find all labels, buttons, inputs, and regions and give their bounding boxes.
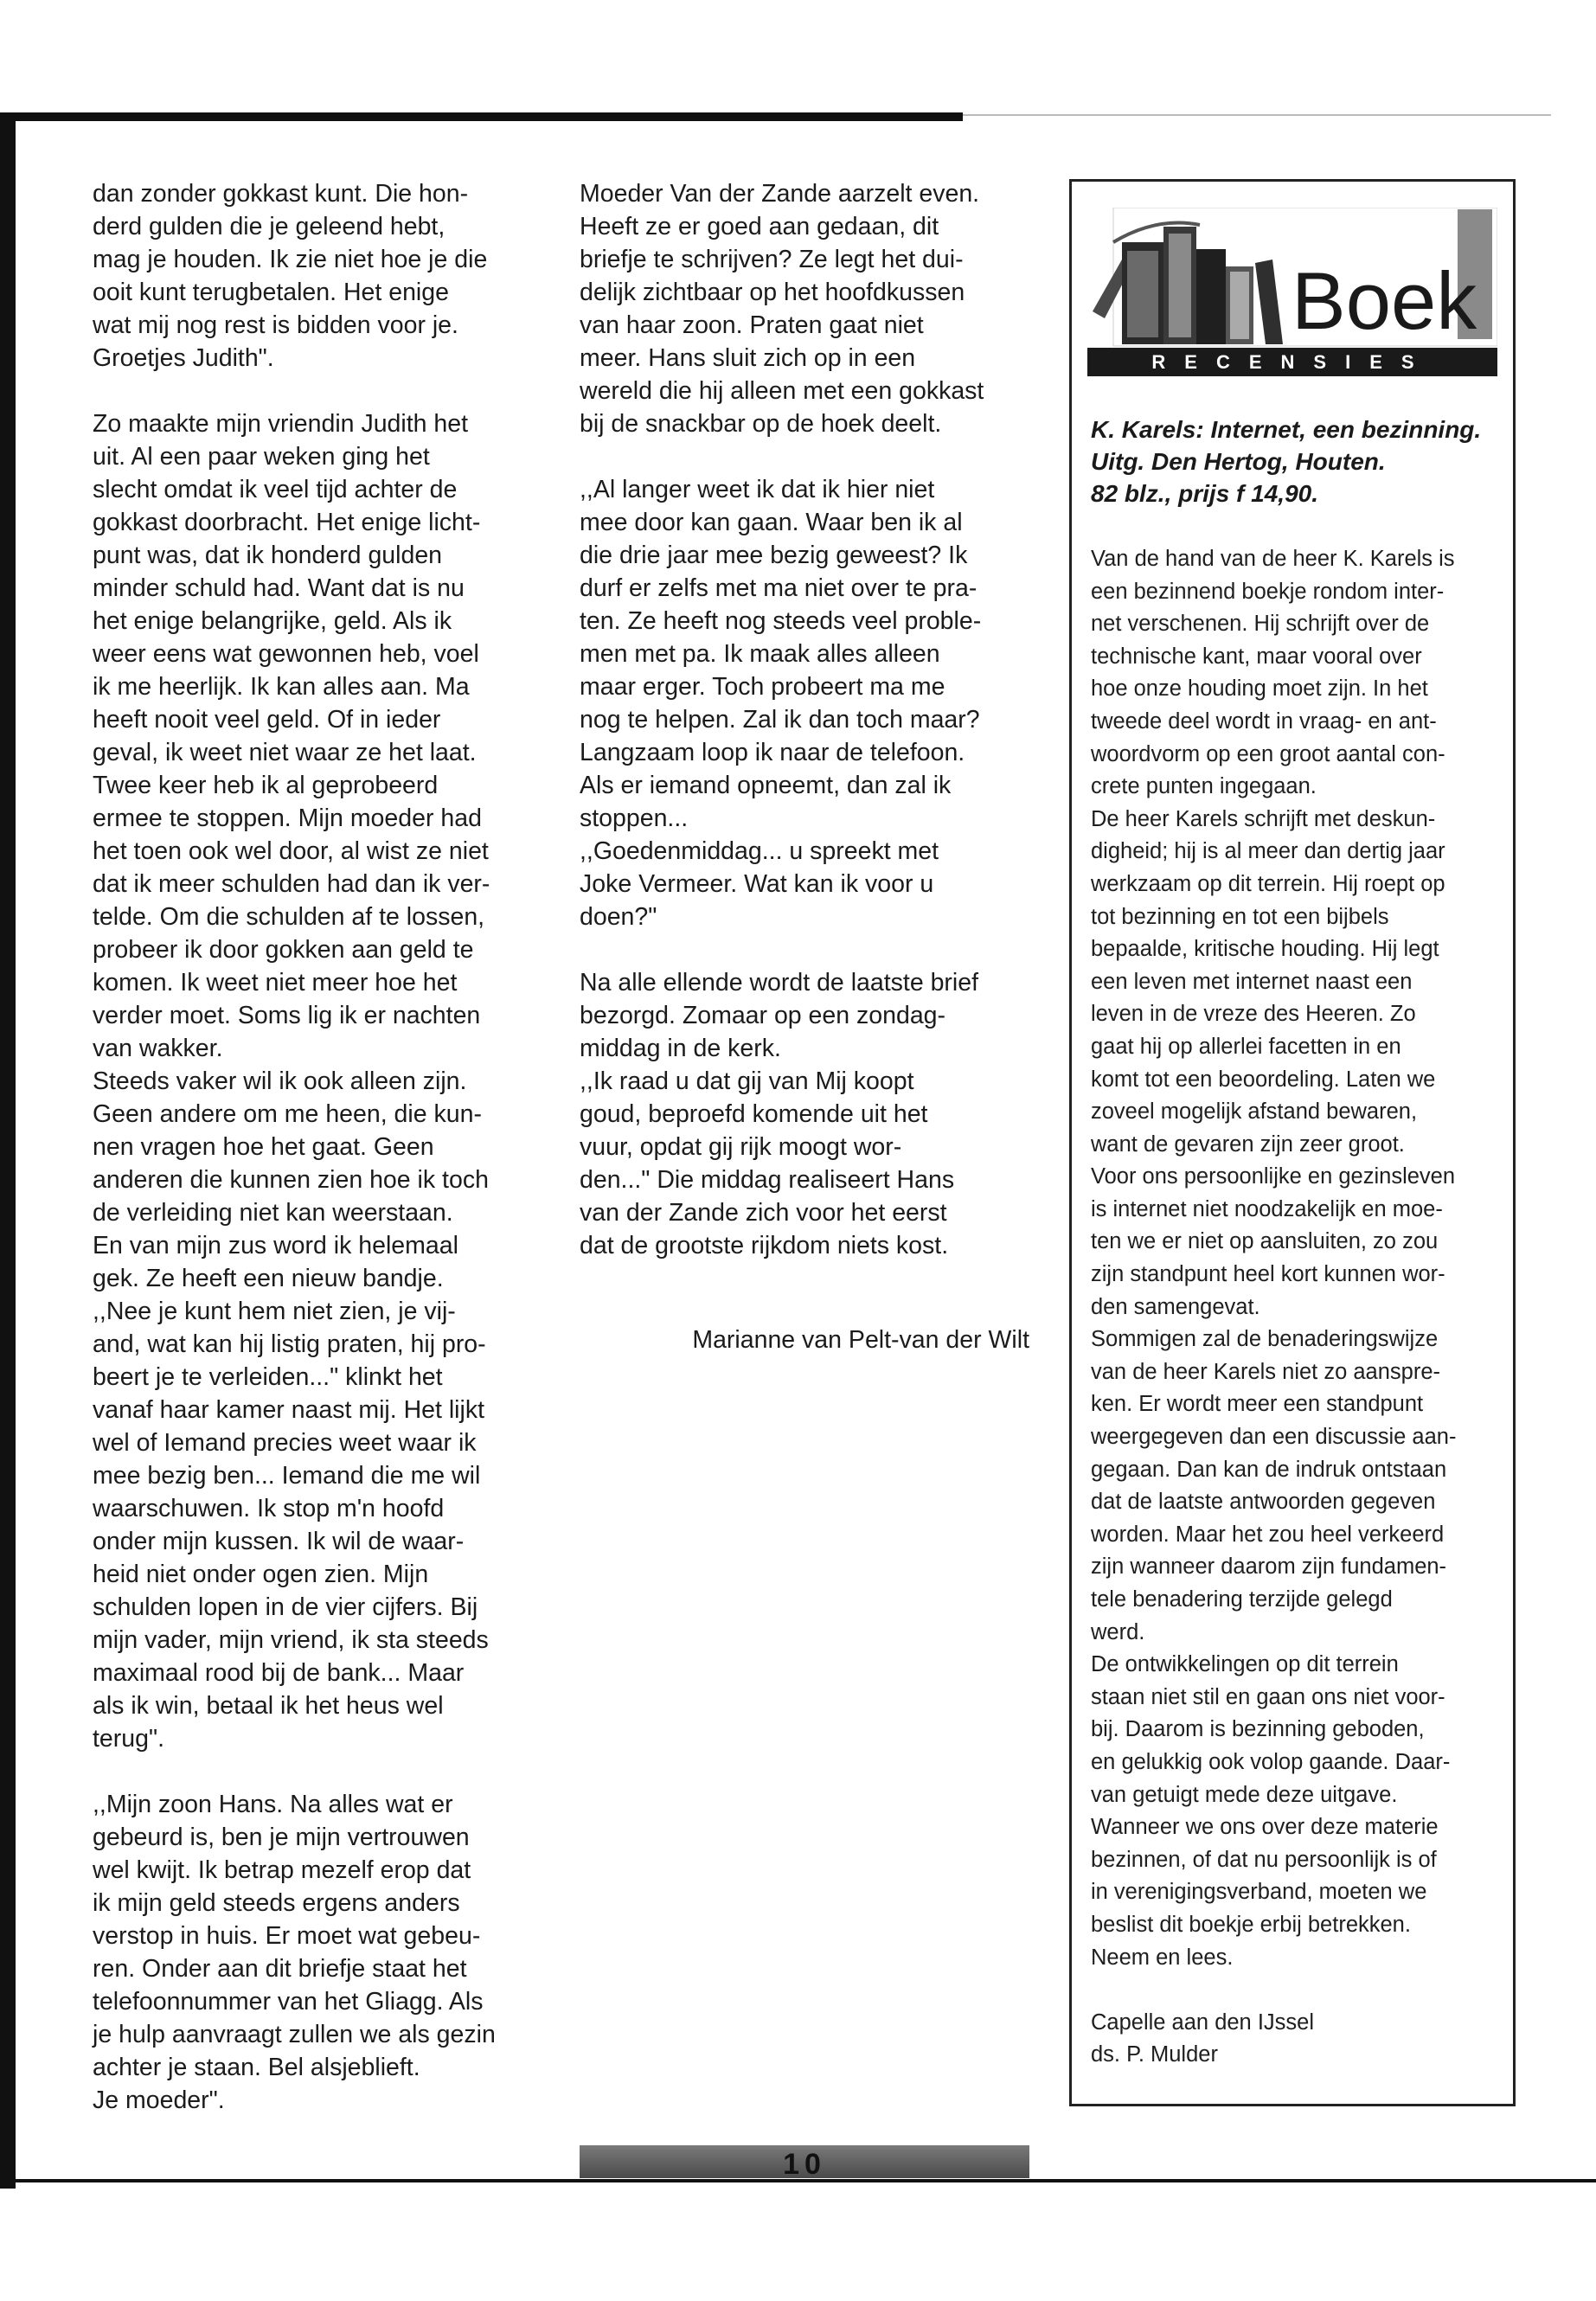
top-rule-thin: [963, 114, 1551, 116]
text-line: ik mijn geld steeds ergens anders: [93, 1889, 460, 1917]
text-line: minder schuld had. Want dat is nu: [93, 574, 465, 602]
text-line: staan niet stil en gaan ons niet voor-: [1091, 1684, 1445, 1709]
paragraph: [1091, 2007, 1497, 2072]
text-line: Voor ons persoonlijke en gezinsleven: [1091, 1164, 1456, 1189]
text-line: Sommigen zal de benaderingswijze: [1091, 1327, 1439, 1352]
text-line: wel of Iemand precies weet waar ik: [93, 1429, 477, 1457]
text-line: De heer Karels schrijft met deskun-: [1091, 806, 1436, 831]
text-line: mijn vader, mijn vriend, ik sta steeds: [93, 1626, 489, 1654]
text-line: den samengevat.: [1091, 1294, 1260, 1319]
text-line: vuur, opdat gij rijk moogt wor-: [580, 1133, 902, 1161]
text-line: Twee keer heb ik al geprobeerd: [93, 772, 439, 799]
text-line: goud, beproefd komende uit het: [580, 1100, 928, 1128]
text-line: ds. P. Mulder: [1091, 2042, 1218, 2067]
text-line: doen?": [580, 903, 657, 931]
text-line: en gelukkig ook volop gaande. Daar-: [1091, 1749, 1451, 1774]
paragraph: [93, 1788, 560, 2117]
text-line: Moeder Van der Zande aarzelt even.: [580, 180, 980, 208]
text-line: tele benadering terzijde gelegd: [1091, 1587, 1393, 1612]
text-line: een leven met internet naast een: [1091, 969, 1413, 994]
review-heading-line: Uitg. Den Hertog, Houten.: [1091, 448, 1386, 475]
text-line: ,,Goedenmiddag... u spreekt met: [580, 837, 939, 865]
text-line: net verschenen. Hij schrijft over de: [1091, 612, 1430, 637]
text-line: komen. Ik weet niet meer hoe het: [93, 969, 458, 997]
text-line: dat de laatste antwoorden gegeven: [1091, 1490, 1436, 1515]
text-line: want de gevaren zijn zeer groot.: [1091, 1131, 1405, 1157]
paragraph: [93, 407, 560, 1755]
text-line: mee door kan gaan. Waar ben ik al: [580, 509, 963, 536]
text-line: nog te helpen. Zal ik dan toch maar?: [580, 706, 980, 734]
logo-subtitle: RECENSIES: [1151, 351, 1433, 373]
text-line: leven in de vreze des Heeren. Zo: [1091, 1002, 1416, 1027]
text-line: is internet niet noodzakelijk en moe-: [1091, 1196, 1443, 1221]
text-line: derd gulden die je geleend hebt,: [93, 213, 445, 240]
text-line: men met pa. Ik maak alles alleen: [580, 640, 940, 668]
text-line: onder mijn kussen. Ik wil de waar-: [93, 1528, 465, 1555]
text-line: in verenigingsverband, moeten we: [1091, 1880, 1427, 1905]
logo-word: Boek: [1292, 255, 1477, 346]
top-rule: [16, 112, 963, 121]
text-line: En van mijn zus word ik helemaal: [93, 1232, 458, 1259]
text-line: probeer ik door gokken aan geld te: [93, 936, 474, 964]
text-line: and, wat kan hij listig praten, hij pro-: [93, 1330, 486, 1358]
text-line: weer eens wat gewonnen heb, voel: [93, 640, 479, 668]
article-column-1: [93, 177, 560, 2117]
text-line: bepaalde, kritische houding. Hij legt: [1091, 937, 1439, 962]
paragraph: [580, 177, 1042, 440]
text-line: van haar zoon. Praten gaat niet: [580, 311, 924, 339]
text-line: maximaal rood bij de bank... Maar: [93, 1659, 465, 1687]
text-line: anderen die kunnen zien hoe ik toch: [93, 1166, 489, 1194]
page-number-bar: [580, 2145, 1029, 2178]
text-line: heid niet onder ogen zien. Mijn: [93, 1561, 429, 1588]
text-line: slecht omdat ik veel tijd achter de: [93, 476, 458, 503]
text-line: ken. Er wordt meer een standpunt: [1091, 1392, 1424, 1417]
text-line: meer. Hans sluit zich op in een: [580, 344, 916, 372]
text-line: woordvorm op een groot aantal con-: [1091, 741, 1445, 766]
text-line: ,,Mijn zoon Hans. Na alles wat er: [93, 1791, 453, 1818]
text-line: uit. Al een paar weken ging het: [93, 443, 430, 471]
text-line: ten. Ze heeft nog steeds veel proble-: [580, 607, 982, 635]
text-line: die drie jaar mee bezig geweest? Ik: [580, 542, 968, 569]
text-line: wereld die hij alleen met een gokkast: [580, 377, 984, 405]
review-heading-line: K. Karels: Internet, een bezinning.: [1091, 416, 1482, 443]
text-line: De ontwikkelingen op dit terrein: [1091, 1652, 1399, 1677]
text-line: verstop in huis. Er moet wat gebeu-: [93, 1922, 481, 1950]
text-line: ,,Nee je kunt hem niet zien, je vij-: [93, 1298, 456, 1325]
text-line: briefje te schrijven? Ze legt het dui-: [580, 246, 964, 273]
text-line: telefoonnummer van het Gliagg. Als: [93, 1988, 484, 2016]
text-line: weergegeven dan een discussie aan-: [1091, 1425, 1457, 1450]
article-column-2: [580, 177, 1042, 1262]
text-line: Langzaam loop ik naar de telefoon.: [580, 739, 965, 766]
review-heading: [1091, 413, 1497, 510]
text-line: Na alle ellende wordt de laatste brief: [580, 969, 979, 997]
text-line: werd.: [1091, 1619, 1145, 1644]
text-line: verder moet. Soms lig ik er nachten: [93, 1002, 481, 1029]
text-line: beert je te verleiden..." klinkt het: [93, 1363, 443, 1391]
text-line: Joke Vermeer. Wat kan ik voor u: [580, 870, 934, 898]
text-line: wel kwijt. Ik betrap mezelf erop dat: [93, 1856, 471, 1884]
text-line: Heeft ze er goed aan gedaan, dit: [580, 213, 939, 240]
text-line: Groetjes Judith".: [93, 344, 274, 372]
text-line: van der Zande zich voor het eerst: [580, 1199, 947, 1227]
paragraph: [1091, 543, 1497, 1974]
text-line: Steeds vaker wil ik ook alleen zijn.: [93, 1067, 467, 1095]
page-number: 10: [783, 2148, 826, 2178]
scan-edge-left: [0, 112, 16, 2189]
text-line: wat mij nog rest is bidden voor je.: [93, 311, 458, 339]
text-line: van getuigt mede deze uitgave.: [1091, 1782, 1398, 1807]
text-line: ermee te stoppen. Mijn moeder had: [93, 804, 482, 832]
text-line: Capelle aan den IJssel: [1091, 2009, 1315, 2035]
text-line: gegaan. Dan kan de indruk ontstaan: [1091, 1457, 1447, 1482]
text-line: van wakker.: [93, 1035, 223, 1062]
text-line: technische kant, maar vooral over: [1091, 644, 1422, 669]
text-line: Zo maakte mijn vriendin Judith het: [93, 410, 469, 438]
text-line: komt tot een beoordeling. Laten we: [1091, 1067, 1436, 1092]
text-line: ,,Ik raad u dat gij van Mij koopt: [580, 1067, 914, 1095]
text-line: geval, ik weet niet waar ze het laat.: [93, 739, 477, 766]
text-line: van de heer Karels niet zo aanspre-: [1091, 1359, 1440, 1384]
bottom-rule: [16, 2179, 1596, 2182]
text-line: de verleiding niet kan weerstaan.: [93, 1199, 453, 1227]
text-line: hoe onze houding moet zijn. In het: [1091, 676, 1428, 702]
text-line: gebeurd is, ben je mijn vertrouwen: [93, 1823, 470, 1851]
text-line: Neem en lees.: [1091, 1945, 1234, 1970]
text-line: maar erger. Toch probeert ma me: [580, 673, 945, 701]
text-line: zijn standpunt heel kort kunnen wor-: [1091, 1262, 1445, 1287]
text-line: dat ik meer schulden had dan ik ver-: [93, 870, 490, 898]
text-line: ik me heerlijk. Ik kan alles aan. Ma: [93, 673, 470, 701]
review-heading-line: 82 blz., prijs f 14,90.: [1091, 480, 1319, 507]
text-line: punt was, dat ik honderd gulden: [93, 542, 443, 569]
text-line: den..." Die middag realiseert Hans: [580, 1166, 955, 1194]
text-line: ren. Onder aan dit briefje staat het: [93, 1955, 467, 1983]
text-line: nen vragen hoe het gaat. Geen: [93, 1133, 434, 1161]
text-line: Als er iemand opneemt, dan zal ik: [580, 772, 952, 799]
boek-recensies-logo: [1087, 208, 1497, 376]
text-line: tot bezinning en tot een bijbels: [1091, 904, 1389, 929]
text-line: middag in de kerk.: [580, 1035, 781, 1062]
text-line: stoppen...: [580, 804, 689, 832]
text-line: gek. Ze heeft een nieuw bandje.: [93, 1265, 444, 1292]
paragraph: [580, 473, 1042, 933]
text-line: beslist dit boekje erbij betrekken.: [1091, 1912, 1411, 1937]
text-line: mee bezig ben... Iemand die me wil: [93, 1462, 481, 1490]
text-line: je hulp aanvraagt zullen we als gezin: [93, 2021, 496, 2048]
text-line: dat de grootste rijkdom niets kost.: [580, 1232, 949, 1259]
text-line: tweede deel wordt in vraag- en ant-: [1091, 708, 1437, 734]
text-line: worden. Maar het zou heel verkeerd: [1091, 1522, 1445, 1547]
text-line: bij. Daarom is bezinning geboden,: [1091, 1717, 1425, 1742]
text-line: Geen andere om me heen, die kun-: [93, 1100, 482, 1128]
text-line: telde. Om die schulden af te lossen,: [93, 903, 485, 931]
text-line: als ik win, betaal ik het heus wel: [93, 1692, 444, 1720]
text-line: werkzaam op dit terrein. Hij roept op: [1091, 871, 1445, 896]
text-line: ,,Al langer weet ik dat ik hier niet: [580, 476, 935, 503]
text-line: gokkast doorbracht. Het enige licht-: [93, 509, 481, 536]
text-line: het toen ook wel door, al wist ze niet: [93, 837, 489, 865]
article-author: Marianne van Pelt-van der Wilt: [692, 1326, 1029, 1354]
text-line: dan zonder gokkast kunt. Die hon-: [93, 180, 469, 208]
text-line: digheid; hij is al meer dan dertig jaar: [1091, 839, 1445, 864]
text-line: het enige belangrijke, geld. Als ik: [93, 607, 452, 635]
text-line: Je moeder".: [93, 2086, 225, 2114]
book-review-box: [1069, 179, 1516, 2106]
text-line: Van de hand van de heer K. Karels is: [1091, 547, 1455, 571]
text-line: zijn wanneer daarom zijn fundamen-: [1091, 1554, 1447, 1580]
text-line: een bezinnend boekje rondom inter-: [1091, 579, 1445, 604]
text-line: terug".: [93, 1725, 164, 1753]
text-line: heeft nooit veel geld. Of in ieder: [93, 706, 441, 734]
text-line: ooit kunt terugbetalen. Het enige: [93, 279, 449, 306]
text-line: achter je staan. Bel alsjeblieft.: [93, 2054, 420, 2081]
text-line: delijk zichtbaar op het hoofdkussen: [580, 279, 965, 306]
text-line: ten we er niet op aansluiten, zo zou: [1091, 1229, 1439, 1254]
text-line: mag je houden. Ik zie niet hoe je die: [93, 246, 488, 273]
text-line: bij de snackbar op de hoek deelt.: [580, 410, 942, 438]
text-line: crete punten ingegaan.: [1091, 774, 1317, 799]
text-line: bezinnen, of dat nu persoonlijk is of: [1091, 1847, 1437, 1872]
text-line: Wanneer we ons over deze materie: [1091, 1815, 1439, 1840]
text-line: gaat hij op allerlei facetten in en: [1091, 1034, 1401, 1059]
review-body: [1091, 543, 1497, 2072]
text-line: durf er zelfs met ma niet over te pra-: [580, 574, 977, 602]
text-line: vanaf haar kamer naast mij. Het lijkt: [93, 1396, 485, 1424]
paragraph: [93, 177, 560, 375]
paragraph: [580, 966, 1042, 1262]
text-line: waarschuwen. Ik stop m'n hoofd: [93, 1495, 445, 1522]
text-line: schulden lopen in de vier cijfers. Bij: [93, 1593, 478, 1621]
text-line: bezorgd. Zomaar op een zondag-: [580, 1002, 946, 1029]
text-line: zoveel mogelijk afstand bewaren,: [1091, 1099, 1418, 1125]
